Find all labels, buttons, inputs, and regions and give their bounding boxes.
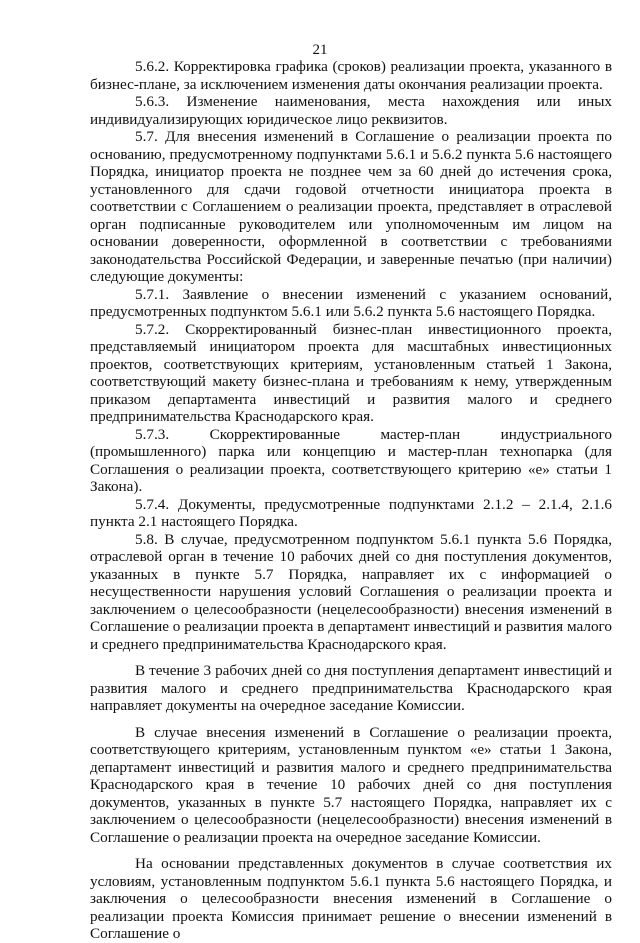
paragraph-5-7: 5.7. Для внесения изменений в Соглашение о реализации проекта по основанию, предусмотренному подпунктами 5.6.1 и 5.6.2 пункта 5.6 настоящего Порядка, инициатор проекта не позднее чем за 60 дней до истечения срока, установленного для сдачи годовой отчетности инициатора проекта в соответствии с Соглашением о реализации проекта, представляет в отраслевой орган подписанные руководителем или уполномоченным им лицом на основании доверенности, оформленной в соответствии с требованиями законодательства Российской Федерации, и заверенные печатью (при наличии) следующие документы: <box>90 128 612 285</box>
paragraph-department-forwarding: В течение 3 рабочих дней со дня поступления департамент инвестиций и развития малого и среднего предпринимательства Краснодарского края направляет документы на очередное заседание Комиссии. <box>90 662 612 714</box>
paragraph-commission-decision: На основании представленных документов в случае соответствия их условиям, установленным подпунктом 5.6.1 пункта 5.6 настоящего Порядка, и заключения о целесообразности внесения изменений в Соглашение о реализации проекта Комиссия принимает решение о внесении изменений в Соглашение о <box>90 855 612 942</box>
document-body <box>90 58 612 943</box>
paragraph-5-7-3: 5.7.3. Скорректированные мастер-план индустриального (промышленного) парка или концепцию и мастер-план технопарка (для Соглашения о реализации проекта, соответствующего критерию «е» статьи 1 Закона). <box>90 425 612 495</box>
paragraph-5-8: 5.8. В случае, предусмотренном подпунктом 5.6.1 пункта 5.6 Порядка, отраслевой орган в течение 10 рабочих дней со дня поступления документов, указанных в пункте 5.7 Порядка, направляет их с информацией о несущественности нарушения условий Соглашения о реализации проекта и заключением о целесообразности (нецелесообразности) внесения изменений в Соглашение о реализации проекта в департамент инвестиций и развития малого и среднего предпринимательства Краснодарского края. <box>90 530 612 653</box>
paragraph-5-7-2: 5.7.2. Скорректированный бизнес-план инвестиционного проекта, представляемый инициатором проекта для масштабных инвестиционных проектов, соответствующих критериям, установленным статьей 1 Закона, соответствующий макету бизнес-плана и требованиям к нему, утвержденным приказом департамента инвестиций и развития малого и среднего предпринимательства Краснодарского края. <box>90 320 612 425</box>
paragraph-5-7-4: 5.7.4. Документы, предусмотренные подпунктами 2.1.2 – 2.1.4, 2.1.6 пункта 2.1 настоящего Порядка. <box>90 495 612 530</box>
paragraph-criterion-e-changes: В случае внесения изменений в Соглашение о реализации проекта, соответствующего критериям, установленным пунктом «е» статьи 1 Закона, департамент инвестиций и развития малого и среднего предпринимательства Краснодарского края в течение 10 рабочих дней со дня поступления документов, указанных в пункте 5.7 настоящего Порядка, направляет их с заключением о целесообразности (нецелесообразности) внесения изменений в Соглашение о реализации проекта на очередное заседание Комиссии. <box>90 723 612 846</box>
paragraph-5-6-2: 5.6.2. Корректировка графика (сроков) реализации проекта, указанного в бизнес-плане, за исключением изменения даты окончания реализации проекта. <box>90 58 612 93</box>
paragraph-5-7-1: 5.7.1. Заявление о внесении изменений с указанием оснований, предусмотренных подпунктом 5.6.1 или 5.6.2 пункта 5.6 настоящего Порядка. <box>90 285 612 320</box>
paragraph-5-6-3: 5.6.3. Изменение наименования, места нахождения или иных индивидуализирующих юридическое лицо реквизитов. <box>90 93 612 128</box>
page-number: 21 <box>312 42 328 58</box>
